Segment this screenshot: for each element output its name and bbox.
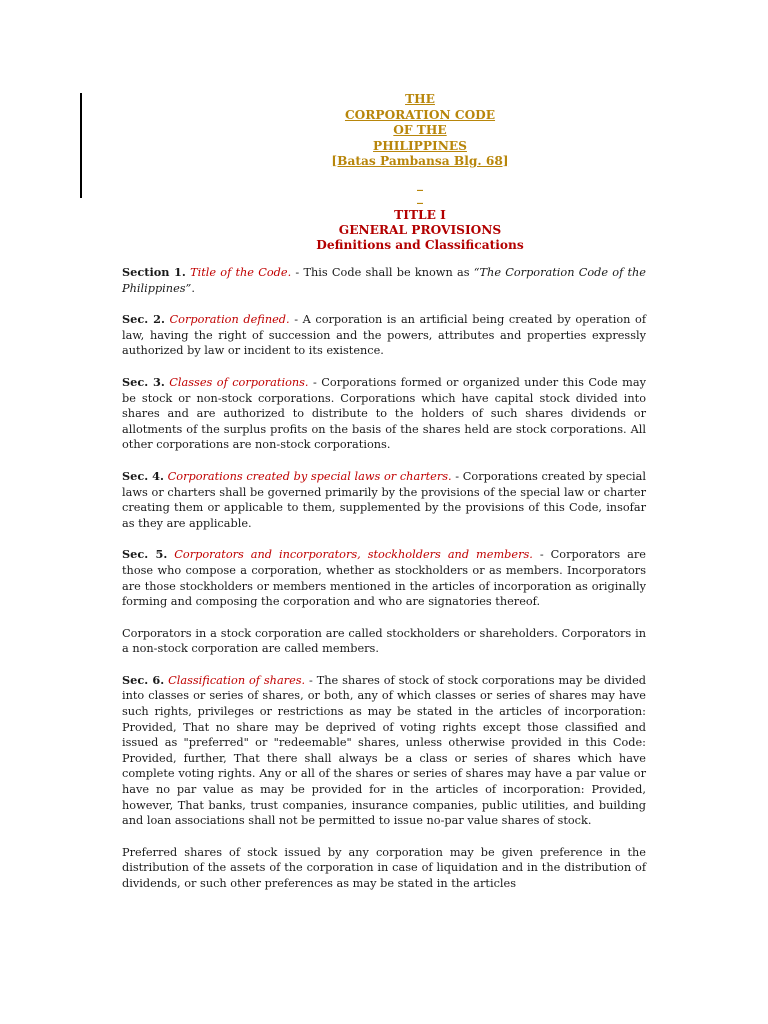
section-title: Title of the Code. — [190, 266, 292, 279]
section-number: Section 1. — [122, 265, 186, 279]
section-text: - Corporations created by special laws or charters shall be governed primarily by the provisions of the special law or charter creating them or applicable to them, supplemented by the provisions of this Code, insofar as they are applicable. — [122, 469, 647, 530]
header-line-the: THE — [405, 92, 435, 106]
section-text: - Corporators are those who compose a corporation, whether as stockholders or as members. Incorporators are those stockholders or members mentioned in the articles of incorporation as originally forming and composing the corporation and who are signatories thereof. — [122, 548, 646, 609]
subtitle-heading: GENERAL PROVISIONS — [338, 222, 502, 237]
section-6-paragraph-2: Preferred shares of stock issued by any corporation may be given preference in the distribution of the assets of the corporation in case of liquidation and in the distribution of dividends, or such other preferences as may be stated in the articles — [122, 845, 646, 890]
section-text: - The shares of stock of stock corporations may be divided into classes or series of shares, or both, any of which classes or series of shares may have such rights, privileges or restrictions as may be stated in the articles of incorporation: Provided, That no share may be deprived of voting rights except those classified and issued as "preferred" or "redeemable" shares, unless otherwise provided in this Code: Provided, further, That there shall always be a class or series of shares which have complete voting rights. Any or all of the shares or series of shares may have a par value or have no par value as may be provided for in the articles of incorporation: Provided, however, That banks, trust companies, insurance companies, public utilities, and building and loan associations shall not be permitted to issue no-par value shares of stock. — [122, 673, 646, 828]
section-text: - This Code shall be known as — [291, 266, 474, 279]
section-5-paragraph-2: Corporators in a stock corporation are called stockholders or shareholders. Corporators in a non-stock corporation are called members. — [122, 626, 646, 656]
section-number: Sec. 3. — [122, 374, 165, 389]
header-dash: _ — [417, 189, 423, 204]
header-dash: _ — [417, 176, 423, 191]
header-line-corporation-code: CORPORATION CODE — [344, 107, 496, 122]
title-heading: TITLE I — [394, 207, 446, 222]
section-title: Classes of corporations. — [169, 375, 309, 389]
header-line-of-the: OF THE — [393, 123, 447, 137]
header-line-batas: [Batas Pambansa Blg. 68] — [331, 154, 509, 168]
section-number: Sec. 2. — [122, 312, 165, 327]
section-2 — [122, 312, 646, 359]
section-6 — [122, 673, 646, 829]
section-text: - Corporations formed or organized under this Code may be stock or non-stock corporations. Corporations which have capital stock divided into shares and are authorized to distribute to the holders of such shares dividends or allotments of the surplus profits on the basis of the shares held are stock corporations. All other corporations are non-stock corporations. — [122, 375, 646, 452]
section-text-end: . — [191, 281, 195, 295]
document-body — [122, 265, 646, 908]
section-5 — [122, 547, 646, 609]
section-4 — [122, 469, 646, 531]
section-number: Sec. 6. — [122, 672, 165, 687]
header-line-philippines: PHILIPPINES — [373, 138, 467, 153]
section-title: Corporators and incorporators, stockholders and members. — [174, 548, 533, 562]
section-3 — [122, 375, 646, 453]
section-title: Corporation defined. — [169, 313, 290, 327]
section-title: Classification of shares. — [168, 673, 306, 687]
section-number: Sec. 4. — [122, 468, 164, 483]
section-title: Corporations created by special laws or charters. — [167, 469, 452, 483]
margin-bar — [80, 93, 82, 198]
section-text: - A corporation is an artificial being created by operation of law, having the right of succession and the powers, attributes and properties expressly authorized by law or incident to its existence. — [122, 313, 647, 358]
document-header — [250, 92, 590, 253]
section-number: Sec. 5. — [122, 547, 168, 562]
subsubtitle-heading: Definitions and Classifications — [316, 237, 524, 252]
section-quote: “The Corporation Code of the Philippines” — [122, 266, 646, 295]
section-1 — [122, 265, 646, 296]
